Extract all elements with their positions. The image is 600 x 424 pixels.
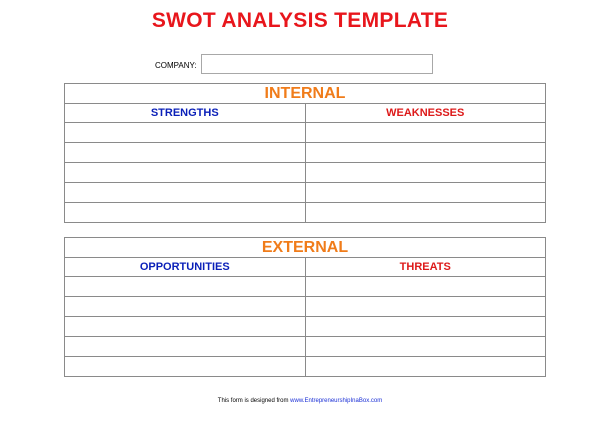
weaknesses-cell[interactable] (305, 143, 546, 163)
weaknesses-cell[interactable] (305, 123, 546, 143)
threats-label: THREATS (305, 258, 546, 277)
opportunities-label: OPPORTUNITIES (65, 258, 306, 277)
page-title: SWOT ANALYSIS TEMPLATE (151, 9, 449, 32)
threats-cell[interactable] (305, 317, 546, 337)
internal-table (64, 83, 546, 223)
footer (0, 398, 600, 404)
footer-text: This form is designed from (217, 398, 289, 404)
strengths-cell[interactable] (65, 163, 306, 183)
threats-cell[interactable] (305, 337, 546, 357)
strengths-label: STRENGTHS (65, 104, 306, 123)
opportunities-cell[interactable] (65, 297, 306, 317)
strengths-cell[interactable] (65, 143, 306, 163)
threats-cell[interactable] (305, 297, 546, 317)
threats-cell[interactable] (305, 277, 546, 297)
weaknesses-label: WEAKNESSES (305, 104, 546, 123)
weaknesses-cell[interactable] (305, 163, 546, 183)
threats-cell[interactable] (305, 357, 546, 377)
footer-link[interactable]: www.EntrepreneurshipInaBox.com (290, 398, 383, 404)
weaknesses-cell[interactable] (305, 203, 546, 223)
company-label: COMPANY: (155, 61, 197, 70)
internal-heading: INTERNAL (65, 84, 546, 104)
weaknesses-cell[interactable] (305, 183, 546, 203)
external-heading: EXTERNAL (65, 238, 546, 258)
strengths-cell[interactable] (65, 203, 306, 223)
strengths-cell[interactable] (65, 183, 306, 203)
opportunities-cell[interactable] (65, 357, 306, 377)
strengths-cell[interactable] (65, 123, 306, 143)
opportunities-cell[interactable] (65, 317, 306, 337)
company-field[interactable] (201, 54, 433, 74)
opportunities-cell[interactable] (65, 337, 306, 357)
opportunities-cell[interactable] (65, 277, 306, 297)
external-table (64, 237, 546, 377)
